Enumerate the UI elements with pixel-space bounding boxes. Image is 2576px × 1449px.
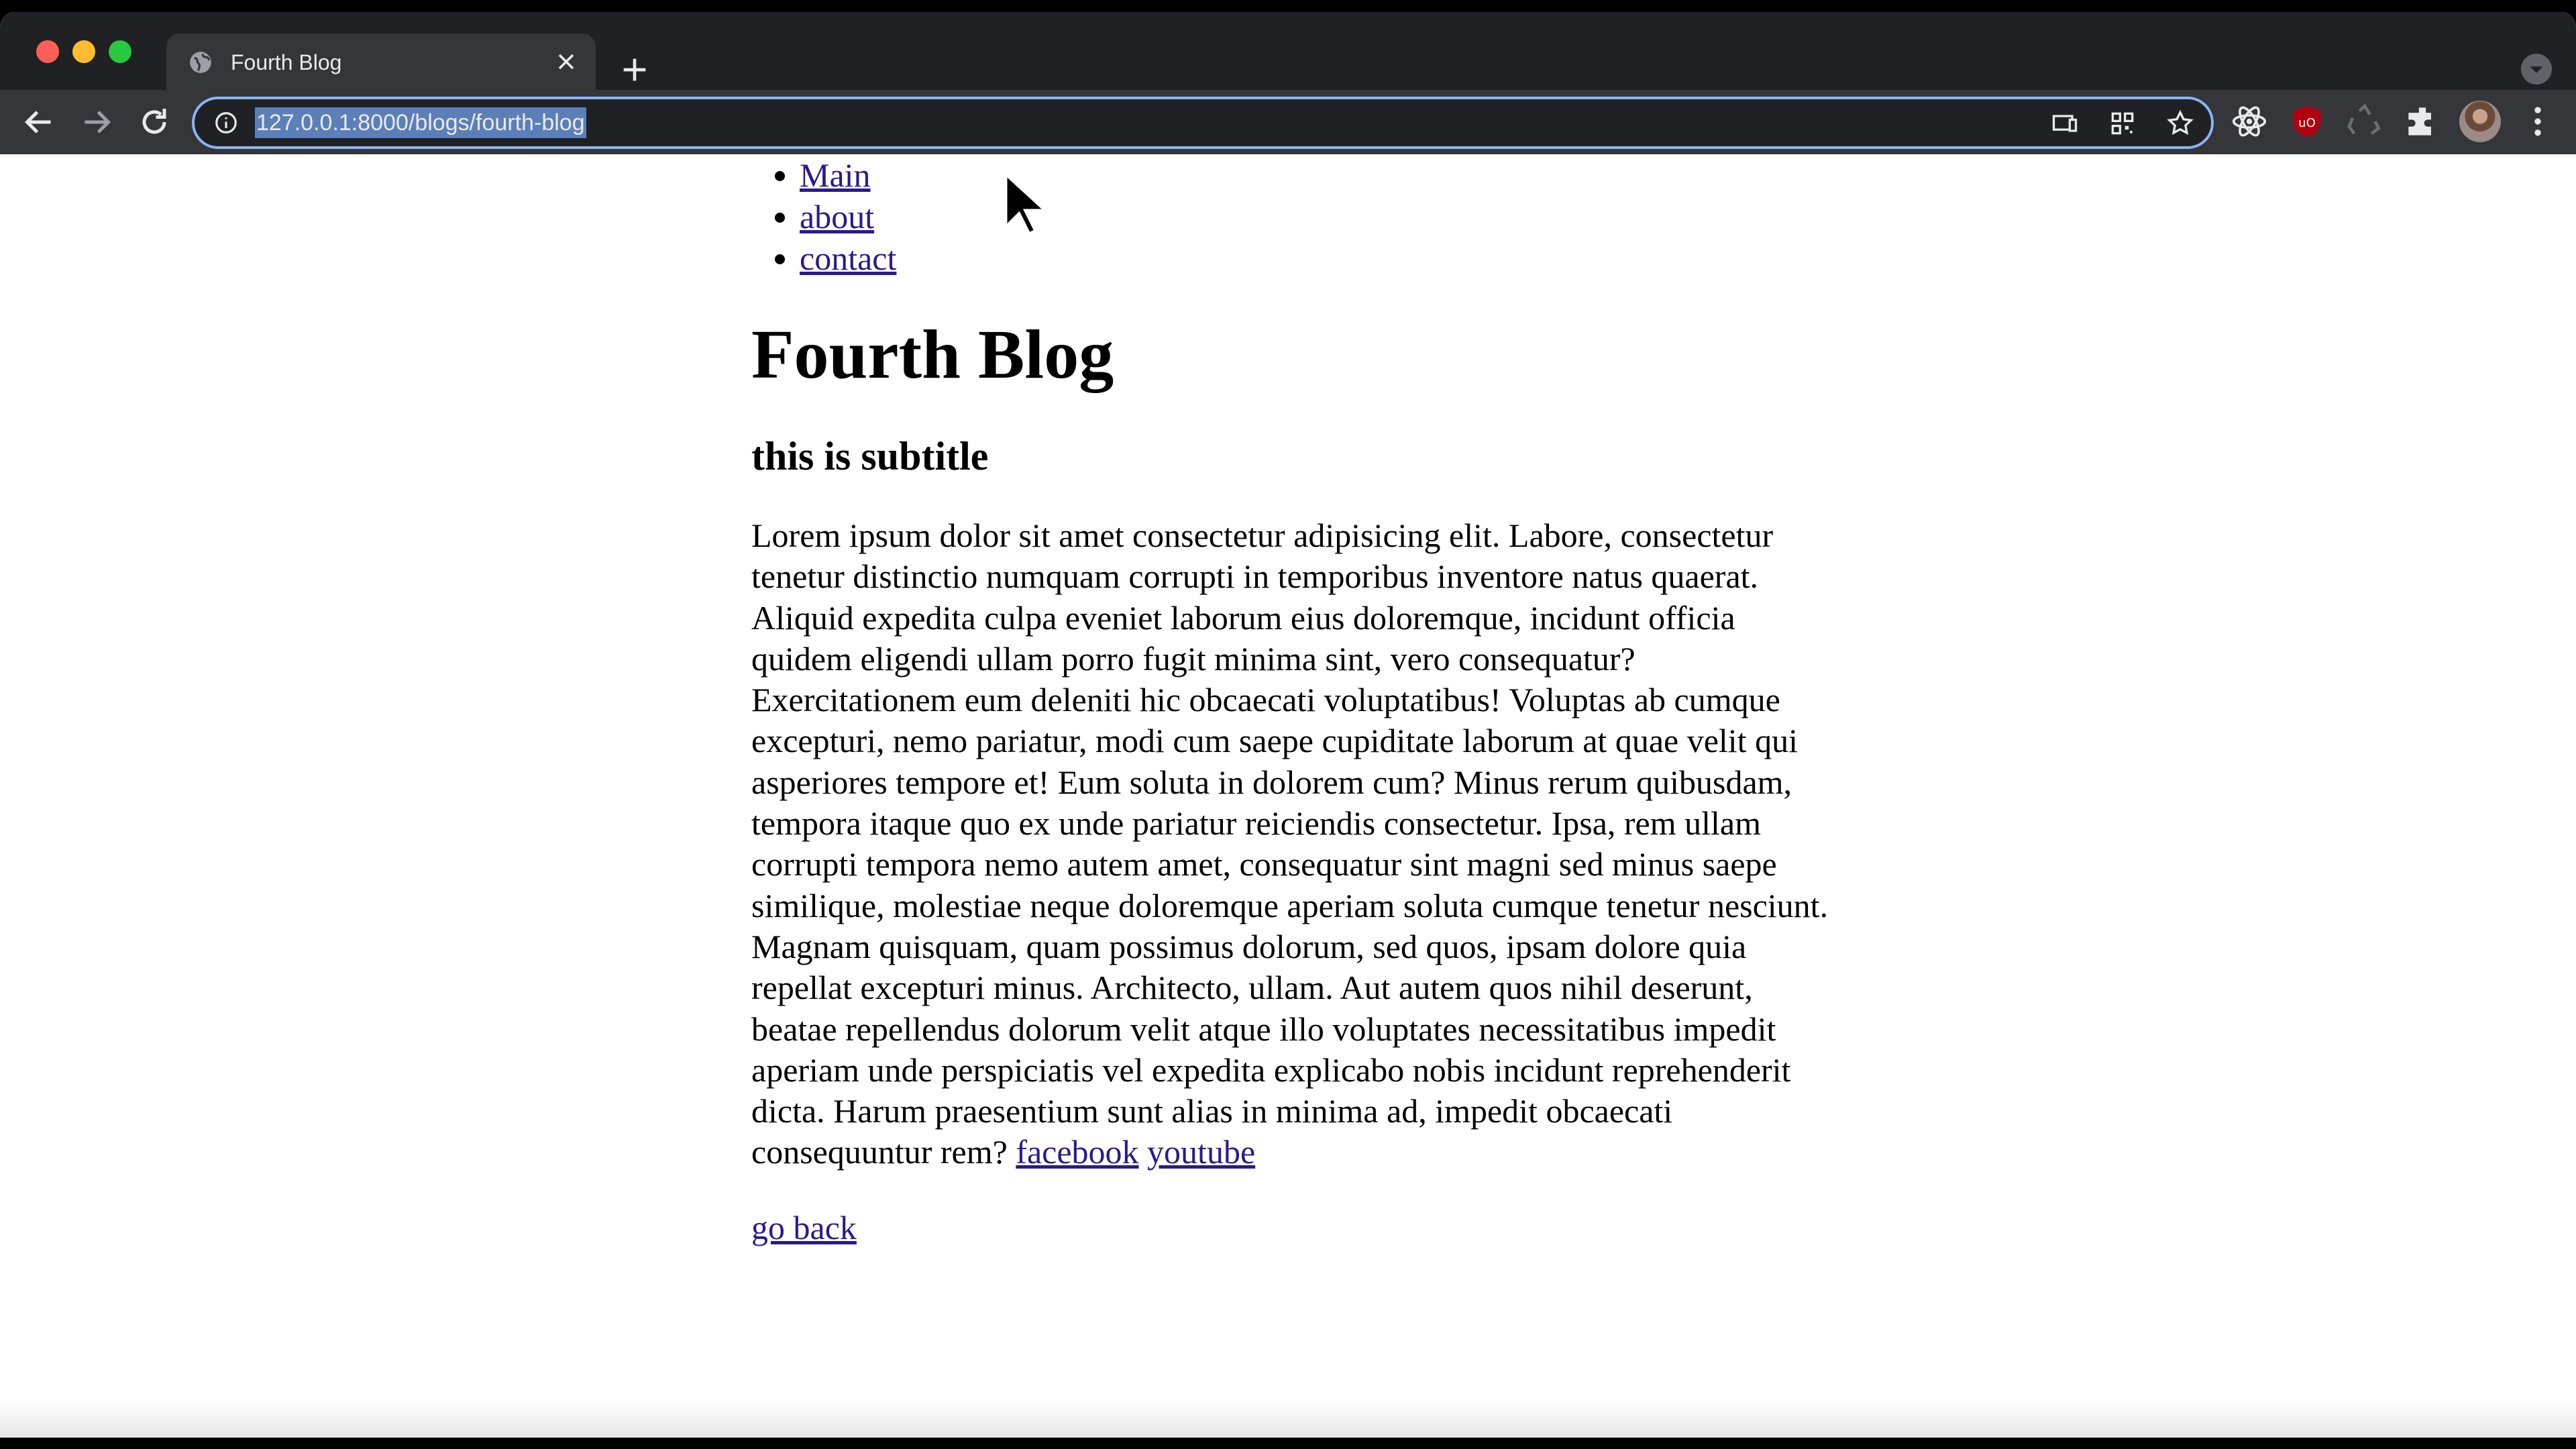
close-icon[interactable] — [553, 48, 580, 75]
nav-item-main — [800, 154, 1838, 196]
nav-link-about[interactable]: about — [800, 198, 875, 235]
qr-code-icon[interactable] — [2108, 109, 2137, 138]
nav-link-contact[interactable]: contact — [800, 239, 897, 277]
blog-content — [751, 154, 1838, 1248]
react-devtools-icon[interactable] — [2229, 101, 2270, 142]
nav-link-main[interactable]: Main — [800, 156, 871, 194]
arrow-left-icon[interactable] — [19, 102, 59, 142]
blog-body — [751, 515, 1838, 1173]
svg-text:uO: uO — [2298, 115, 2316, 130]
tab-title: Fourth Blog — [231, 50, 342, 74]
web-page — [0, 154, 2576, 1438]
facebook-link[interactable]: facebook — [1016, 1133, 1139, 1171]
puzzle-icon[interactable] — [2402, 101, 2443, 142]
url-text[interactable]: 127.0.0.1:8000/blogs/fourth-blog — [255, 107, 586, 138]
nav-item-about — [800, 196, 1838, 237]
star-icon[interactable] — [2165, 109, 2195, 138]
nav-list — [751, 154, 1838, 279]
browser-window — [0, 12, 2576, 1438]
globe-icon — [188, 50, 213, 75]
youtube-link[interactable]: youtube — [1147, 1133, 1256, 1171]
reload-icon[interactable] — [134, 102, 174, 142]
address-bar[interactable] — [192, 97, 2214, 149]
nav-item-contact — [800, 237, 1838, 279]
go-back-paragraph — [751, 1207, 1838, 1248]
page-title: Fourth Blog — [751, 316, 1114, 393]
mouse-cursor-icon — [1002, 170, 1049, 237]
more-vert-icon[interactable] — [2517, 101, 2559, 142]
recycle-icon[interactable] — [2344, 101, 2385, 142]
toolbar — [0, 90, 2576, 154]
new-tab-button[interactable] — [616, 51, 653, 89]
install-app-icon[interactable] — [2050, 109, 2080, 138]
close-window-button[interactable] — [36, 40, 59, 63]
chevron-down-icon — [2521, 54, 2552, 85]
info-icon[interactable] — [213, 110, 239, 136]
ublock-icon[interactable] — [2286, 101, 2328, 142]
tab-strip — [0, 12, 2576, 90]
window-bottom-edge — [0, 1401, 2576, 1438]
blog-body-text: Lorem ipsum dolor sit amet consectetur adipisicing elit. Labore, consectetur tenetur distinctio numquam corrupti in temporibus inventore natus quaerat. Aliquid expedita culpa eveniet laborum eius doloremque, incidunt officia quidem eligendi ullam porro fugit minima sint, vero consequatur? Exercitationem eum deleniti hic obcaecati voluptatibus! Voluptas ab cumque excepturi, nemo pariatur, modi cum saepe cupiditate laborum at quae velit qui asperiores tempore et! Eum soluta in dolorem cum? Minus rerum quibusdam, tempora itaque quo ex unde pariatur reiciendis consectetur. Ipsa, rem ullam corrupti tempora nemo autem amet, consequatur sint magni sed minus saepe similique, molestiae neque doloremque aperiam soluta cumque tenetur nesciunt. Magnam quisquam, quam possimus dolorum, sed quos, ipsam dolore quia repellat excepturi minus. Architecto, ullam. Aut autem quos nihil deserunt, beatae repellendus dolorum velit atque illo voluptates necessitatibus impedit aperiam unde perspiciatis vel expedita explicabo nobis incidunt reprehenderit dicta. Harum praesentium sunt alias in minima ad, impedit obcaecati consequuntur rem? — [751, 517, 1829, 1171]
tab-search-button[interactable] — [2521, 54, 2552, 85]
page-subtitle: this is subtitle — [751, 434, 989, 478]
avatar[interactable] — [2459, 101, 2501, 142]
maximize-window-button[interactable] — [109, 40, 131, 63]
tab-fourth-blog[interactable] — [166, 34, 596, 90]
minimize-window-button[interactable] — [72, 40, 95, 63]
go-back-link[interactable]: go back — [751, 1208, 857, 1246]
arrow-right-icon[interactable] — [76, 102, 117, 142]
